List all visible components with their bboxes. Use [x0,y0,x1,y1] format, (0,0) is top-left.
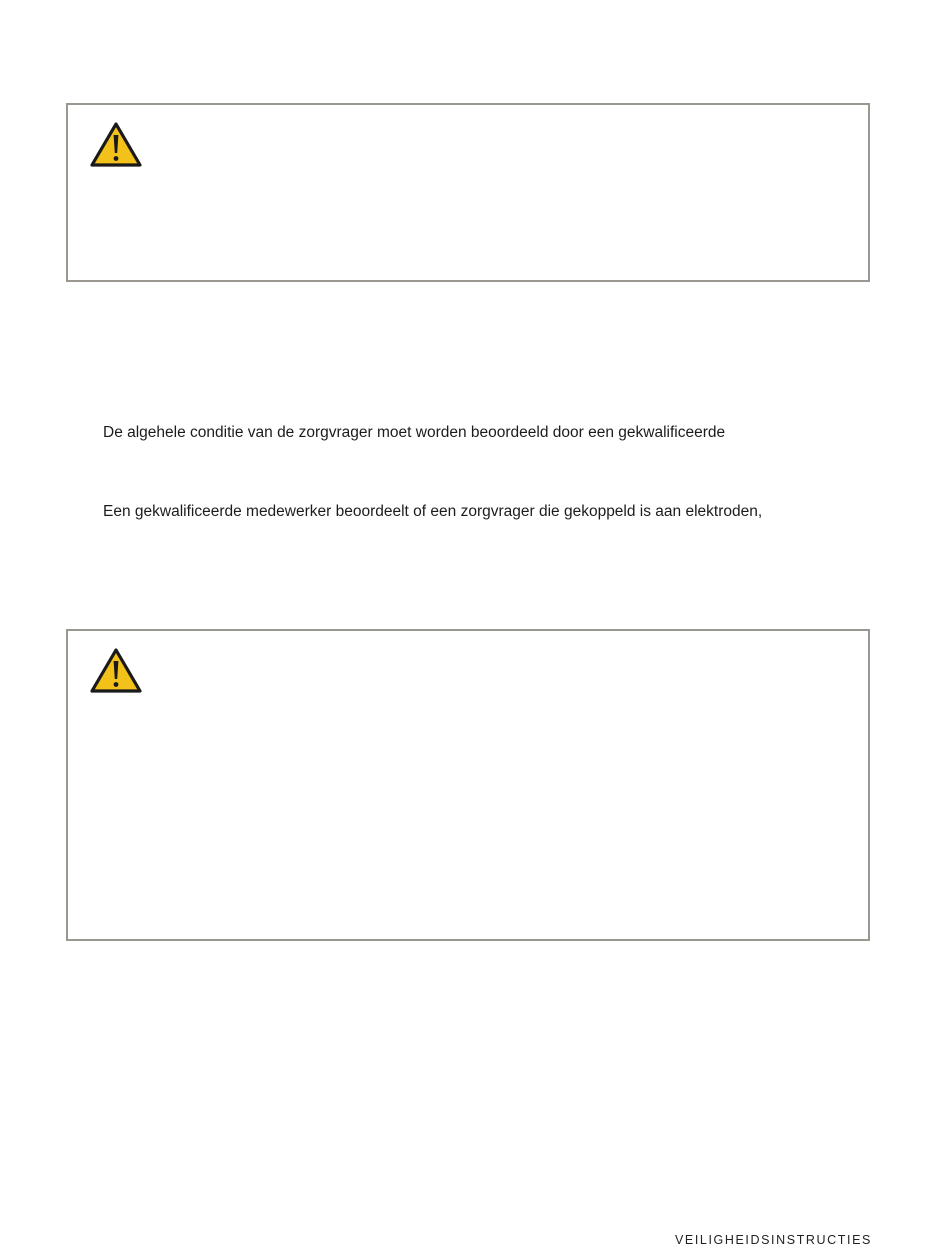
body-text-line: De algehele conditie van de zorgvrager moet worden beoordeeld door een gekwalificeerde [103,424,726,441]
warning-triangle-icon [90,648,142,694]
footer-section-label: VEILIGHEIDSINSTRUCTIES [674,1233,872,1247]
warning-box [66,629,870,941]
warning-triangle-icon [90,122,142,168]
body-text-line: Een gekwalificeerde medewerker beoordeelt of een zorgvrager die gekoppeld is aan elektroden, [103,503,763,520]
warning-box [66,103,870,282]
